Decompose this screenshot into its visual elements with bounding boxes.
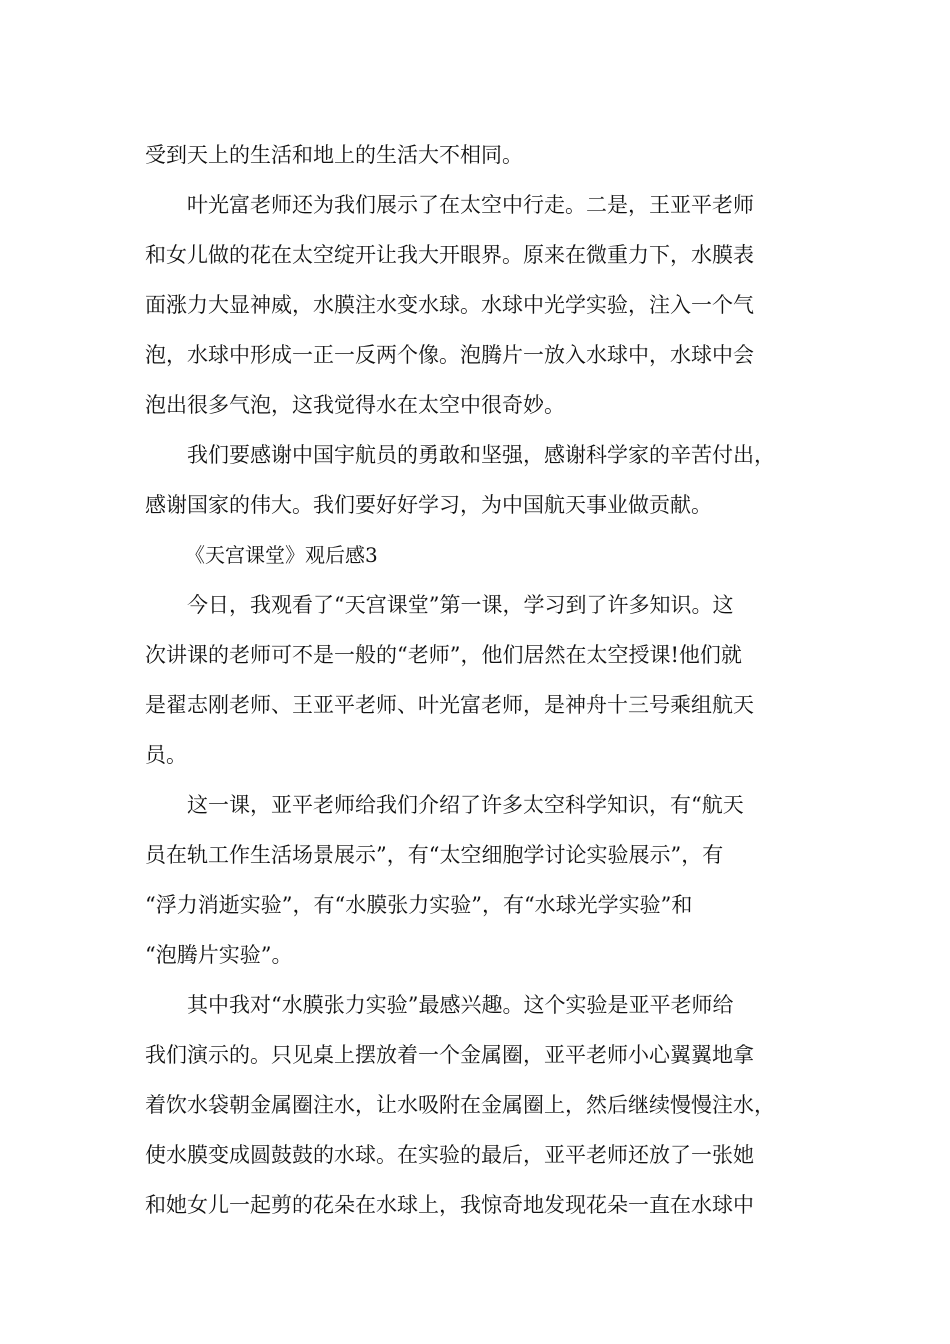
text-line: 泡出很多气泡，这我觉得水在太空中很奇妙。 xyxy=(145,393,565,417)
text-line: 和女儿做的花在太空绽开让我大开眼界。原来在微重力下，水膜表 xyxy=(145,243,754,267)
paragraph-water-film xyxy=(145,980,810,1230)
text-line: “泡腾片实验”。 xyxy=(145,943,293,967)
text-line: 受到天上的生活和地上的生活大不相同。 xyxy=(145,143,523,167)
section-heading xyxy=(145,530,810,580)
document-body xyxy=(145,130,810,1230)
text-line: 其中我对“水膜张力实验”最感兴趣。这个实验是亚平老师给 xyxy=(187,993,734,1017)
text-line: 这一课，亚平老师给我们介绍了许多太空科学知识，有“航天 xyxy=(187,793,744,817)
text-line: 员。 xyxy=(145,743,187,767)
text-line: 我们演示的。只见桌上摆放着一个金属圈，亚平老师小心翼翼地拿 xyxy=(145,1043,754,1067)
text-line: “浮力消逝实验”，有“水膜张力实验”，有“水球光学实验”和 xyxy=(145,893,693,917)
text-line: 次讲课的老师可不是一般的“老师”，他们居然在太空授课!他们就 xyxy=(145,643,742,667)
text-line: 是翟志刚老师、王亚平老师、叶光富老师，是神舟十三号乘组航天 xyxy=(145,693,754,717)
text-line: 员在轨工作生活场景展示”，有“太空细胞学讨论实验展示”，有 xyxy=(145,843,724,867)
text-line: 着饮水袋朝金属圈注水，让水吸附在金属圈上，然后继续慢慢注水， xyxy=(145,1093,775,1117)
text-line: 今日，我观看了“天宫课堂”第一课，学习到了许多知识。这 xyxy=(187,593,734,617)
paragraph-thanks xyxy=(145,430,810,530)
text-line: 我们要感谢中国宇航员的勇敢和坚强，感谢科学家的辛苦付出， xyxy=(187,443,775,467)
paragraph-spacewalk xyxy=(145,180,810,430)
text-line: 感谢国家的伟大。我们要好好学习，为中国航天事业做贡献。 xyxy=(145,493,712,517)
paragraph-continuation xyxy=(145,130,810,180)
text-line: 叶光富老师还为我们展示了在太空中行走。二是，王亚平老师 xyxy=(187,193,754,217)
text-line: 面涨力大显神威，水膜注水变水球。水球中光学实验，注入一个气 xyxy=(145,293,754,317)
heading-text: 《天宫课堂》观后感3 xyxy=(185,543,378,567)
text-line: 使水膜变成圆鼓鼓的水球。在实验的最后，亚平老师还放了一张她 xyxy=(145,1143,754,1167)
paragraph-intro xyxy=(145,580,810,780)
paragraph-experiments xyxy=(145,780,810,980)
text-line: 泡，水球中形成一正一反两个像。泡腾片一放入水球中，水球中会 xyxy=(145,343,754,367)
text-line: 和她女儿一起剪的花朵在水球上，我惊奇地发现花朵一直在水球中 xyxy=(145,1193,754,1217)
